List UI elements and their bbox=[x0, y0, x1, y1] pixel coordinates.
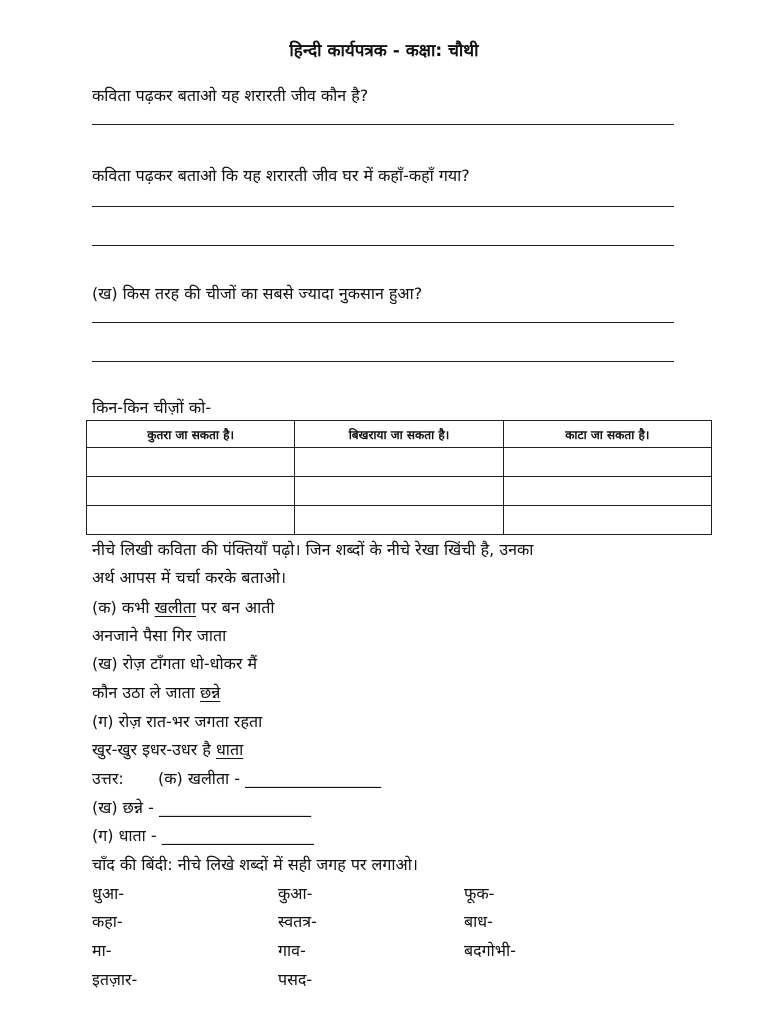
table-cell[interactable] bbox=[503, 448, 711, 477]
underlined-word: धाता bbox=[215, 740, 244, 759]
poem-text: (क) कभी bbox=[92, 598, 155, 617]
poem-line bbox=[92, 596, 275, 618]
table-cell[interactable] bbox=[87, 506, 295, 535]
answer-field[interactable]: (ग) धाता - ___________________ bbox=[92, 826, 314, 845]
answer-field[interactable]: (क) खलीता - _________________ bbox=[158, 769, 382, 788]
word-item[interactable]: फूक- bbox=[464, 884, 495, 903]
table-row bbox=[87, 506, 712, 535]
table-caption: किन-किन चीज़ों को- bbox=[92, 398, 212, 417]
underlined-word: छन्ने bbox=[200, 683, 221, 702]
table-cell[interactable] bbox=[295, 477, 503, 506]
worksheet-title: हिन्दी कार्यपत्रक - कक्षा: चौथी bbox=[289, 41, 479, 61]
answers-label: उत्तर: bbox=[92, 769, 124, 788]
word-item[interactable]: बाध- bbox=[464, 912, 493, 931]
table-header-row bbox=[87, 421, 712, 448]
word-item[interactable]: स्वतत्र- bbox=[278, 912, 317, 931]
word-item[interactable]: बदगोभी- bbox=[464, 941, 516, 960]
table-row bbox=[87, 448, 712, 477]
poem-instruction: अर्थ आपस में चर्चा करके बताओ। bbox=[92, 568, 287, 587]
table-row bbox=[87, 477, 712, 506]
table-cell[interactable] bbox=[87, 477, 295, 506]
poem-instruction: नीचे लिखी कविता की पंक्तियाँ पढ़ो। जिन शब्दों के नीचे रेखा खिंची है, उनका bbox=[92, 540, 534, 559]
answer-line[interactable] bbox=[92, 206, 674, 207]
column-header: कुतरा जा सकता है। bbox=[87, 421, 295, 448]
answer-line[interactable] bbox=[92, 245, 674, 246]
word-item[interactable]: धुआ- bbox=[92, 884, 124, 903]
answer-line[interactable] bbox=[92, 361, 674, 362]
underlined-word: खलीता bbox=[154, 598, 196, 617]
table-cell[interactable] bbox=[295, 506, 503, 535]
poem-line bbox=[92, 738, 243, 760]
question-2: कविता पढ़कर बताओ कि यह शरारती जीव घर में कहाँ-कहाँ गया? bbox=[92, 166, 470, 185]
table-cell[interactable] bbox=[295, 448, 503, 477]
table-cell[interactable] bbox=[503, 506, 711, 535]
question-3: (ख) किस तरह की चीजों का सबसे ज्यादा नुकसान हुआ? bbox=[92, 284, 423, 303]
column-header: बिखराया जा सकता है। bbox=[295, 421, 503, 448]
poem-line: (ख) रोज़ टाँगता धो-धोकर मैं bbox=[92, 654, 258, 673]
poem-line: अनजाने पैसा गिर जाता bbox=[92, 626, 227, 645]
poem-line: (ग) रोज़ रात-भर जगता रहता bbox=[92, 712, 263, 731]
word-item[interactable]: मा- bbox=[92, 941, 112, 960]
table-cell[interactable] bbox=[87, 448, 295, 477]
word-item[interactable]: पसद- bbox=[278, 970, 313, 989]
poem-text: खुर-खुर इधर-उधर है bbox=[92, 740, 216, 759]
question-1: कविता पढ़कर बताओ यह शरारती जीव कौन है? bbox=[92, 86, 369, 105]
poem-text: पर बन आती bbox=[195, 598, 275, 617]
bindi-instruction: चाँद की बिंदी: नीचे लिखे शब्दों में सही जगह पर लगाओ। bbox=[92, 855, 418, 874]
poem-text: कौन उठा ले जाता bbox=[92, 683, 200, 702]
word-item[interactable]: गाव- bbox=[278, 941, 306, 960]
table-cell[interactable] bbox=[503, 477, 711, 506]
answer-field[interactable]: (ख) छन्ने - ___________________ bbox=[92, 798, 311, 817]
answer-line[interactable] bbox=[92, 124, 674, 125]
word-item[interactable]: कहा- bbox=[92, 912, 123, 931]
column-header: काटा जा सकता है। bbox=[503, 421, 711, 448]
things-table bbox=[86, 420, 712, 535]
poem-line bbox=[92, 681, 220, 703]
answer-line[interactable] bbox=[92, 322, 674, 323]
word-item[interactable]: कुआ- bbox=[278, 884, 313, 903]
word-item[interactable]: इतज़ार- bbox=[92, 970, 138, 989]
